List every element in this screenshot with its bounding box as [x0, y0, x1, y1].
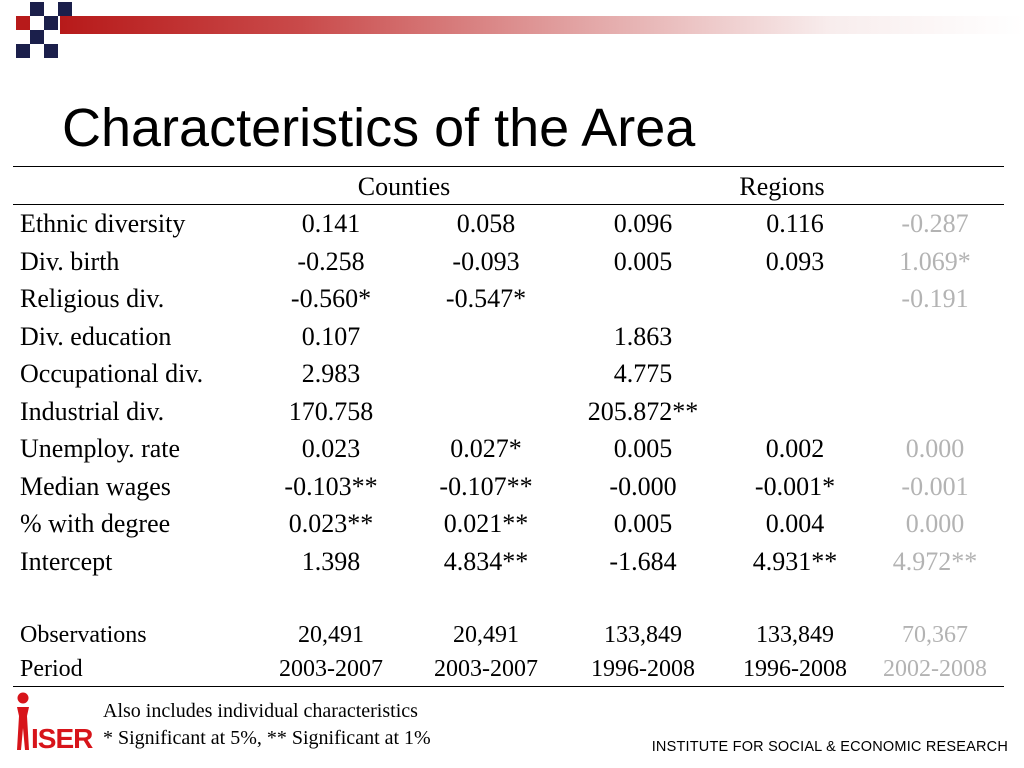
- logo-figure: [17, 707, 29, 750]
- table-row: [0, 393, 1024, 430]
- decor-square-navy: [58, 2, 72, 16]
- note-line: * Significant at 5%, ** Significant at 1%: [103, 727, 431, 749]
- table-cell: 20,491: [298, 622, 364, 648]
- table-row: [0, 468, 1024, 505]
- table-cell: 0.005: [613, 246, 673, 276]
- decor-square-navy: [44, 16, 58, 30]
- table-cell: 0.116: [766, 209, 824, 238]
- decor-square-red: [16, 16, 30, 30]
- table-cell: -0.107**: [439, 471, 533, 501]
- decor-square-navy: [44, 44, 58, 58]
- table-cell: 0.000: [905, 509, 965, 538]
- row-label: Industrial div.: [20, 396, 165, 426]
- table-cell: 133,849: [756, 622, 834, 648]
- row-label: Period: [20, 656, 83, 682]
- table-row: [0, 430, 1024, 467]
- table-cell: 0.141: [301, 209, 361, 238]
- row-label: Intercept: [20, 546, 113, 576]
- table-cell: 133,849: [604, 622, 682, 648]
- table-cell: 0.023**: [288, 509, 374, 538]
- table-cell: 4.834**: [443, 546, 529, 576]
- table-cell: -1.684: [609, 546, 677, 576]
- table-row: [0, 543, 1024, 580]
- table-cell: 0.027*: [450, 434, 522, 463]
- table-row: [0, 280, 1024, 317]
- table-cell: 0.005: [613, 434, 673, 463]
- decor-square-navy: [30, 2, 44, 16]
- table-cell: 0.000: [905, 434, 965, 463]
- table-cell: -0.191: [901, 284, 969, 313]
- table-cell: 1996-2008: [591, 656, 695, 682]
- row-label: Div. birth: [20, 246, 120, 276]
- table-cell: -0.547*: [445, 284, 527, 313]
- table-cell: 0.093: [765, 246, 825, 276]
- row-label: Religious div.: [20, 284, 165, 313]
- table-cell: -0.001: [901, 471, 969, 501]
- table-cell: 2002-2008: [883, 656, 987, 682]
- logo-text: ISER: [31, 723, 93, 752]
- table-cell: 4.931**: [752, 546, 838, 576]
- table-row: [0, 205, 1024, 242]
- table-cell: 0.058: [456, 209, 516, 238]
- table-cell: 2003-2007: [279, 656, 383, 682]
- decor-square-navy: [30, 30, 44, 44]
- table-cell: 0.023: [301, 434, 361, 463]
- table-cell: 1.398: [301, 546, 361, 576]
- row-label: % with degree: [20, 509, 171, 538]
- table-cell: -0.287: [901, 209, 969, 238]
- table-cell: 1996-2008: [743, 656, 847, 682]
- table-row: [0, 618, 1024, 655]
- row-label: Unemploy. rate: [20, 434, 181, 463]
- row-label: Div. education: [20, 321, 172, 351]
- note-line: Also includes individual characteristics: [103, 700, 418, 722]
- table-cell: 170.758: [288, 396, 374, 426]
- table-cell: 0.107: [301, 321, 361, 351]
- footer-institute: INSTITUTE FOR SOCIAL & ECONOMIC RESEARCH: [651, 739, 1008, 755]
- slide-title: Characteristics of the Area: [62, 98, 696, 158]
- row-label: Median wages: [20, 471, 171, 501]
- table-row: [0, 355, 1024, 392]
- table-bottom-rule: [13, 686, 1004, 687]
- table-cell: -0.001*: [754, 471, 836, 501]
- table-cell: 0.005: [613, 509, 673, 538]
- table-cell: 20,491: [453, 622, 519, 648]
- table-cell: 4.972**: [892, 546, 978, 576]
- table-row: [0, 318, 1024, 355]
- table-cell: -0.103**: [284, 471, 378, 501]
- table-row: [0, 652, 1024, 689]
- iser-logo: [14, 688, 94, 752]
- row-label: Occupational div.: [20, 359, 204, 388]
- table-cell: -0.560*: [290, 284, 372, 313]
- table-cell: -0.000: [609, 471, 677, 501]
- table-cell: 1.069*: [899, 246, 971, 276]
- table-top-rule: [13, 166, 1004, 167]
- table-notes: [103, 698, 431, 752]
- decor-square-navy: [16, 44, 30, 58]
- column-group-regions: Regions: [739, 172, 825, 201]
- table-cell: 0.002: [765, 434, 825, 463]
- table-cell: 1.863: [613, 321, 673, 351]
- table-cell: 205.872**: [587, 396, 699, 426]
- table-row: [0, 243, 1024, 280]
- table-cell: 2003-2007: [434, 656, 538, 682]
- row-label: Observations: [20, 622, 147, 648]
- table-row: [0, 505, 1024, 542]
- gradient-bar: [60, 16, 1024, 34]
- table-cell: 2.983: [301, 359, 361, 388]
- table-cell: 4.775: [613, 359, 673, 388]
- table-cell: -0.258: [297, 246, 365, 276]
- table-cell: 70,367: [902, 622, 968, 648]
- row-label: Ethnic diversity: [20, 209, 186, 238]
- column-group-counties: Counties: [357, 172, 451, 201]
- table-cell: 0.021**: [443, 509, 529, 538]
- header-decoration: [0, 0, 1024, 62]
- table-cell: 0.096: [613, 209, 673, 238]
- logo-head: [18, 693, 29, 704]
- table-cell: -0.093: [452, 246, 520, 276]
- table-cell: 0.004: [765, 509, 825, 538]
